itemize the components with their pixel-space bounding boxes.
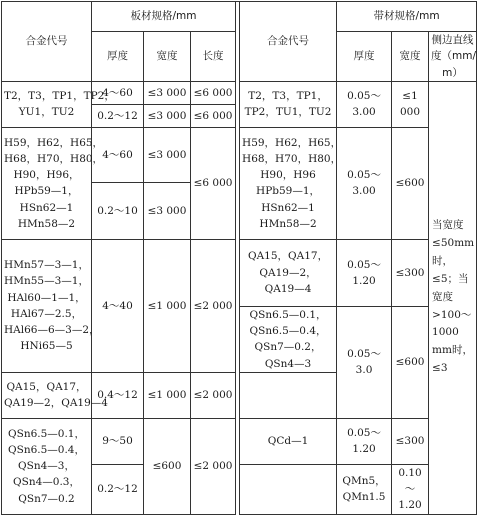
strip-alloy-code-header: 合金代号 <box>240 2 337 82</box>
alloy-line: QA15，QA17， <box>6 381 87 394</box>
sheet-row-3-width: ≤1 000 <box>144 239 191 372</box>
strip-row-4-alloys <box>240 306 337 372</box>
strip-straightness-header <box>429 32 477 82</box>
sheet-row-4-thickness: 0.4～12 <box>92 372 144 418</box>
alloy-line: HSn62—1 <box>19 201 74 214</box>
sheet-row-1b-thickness: 0.2～12 <box>92 104 144 127</box>
alloy-line: QSn7—0.2， <box>254 341 322 354</box>
alloy-line: HAl60—1—1， <box>7 291 86 304</box>
sheet-row-2b-thickness: 0.2～10 <box>92 182 144 239</box>
sheet-row-5b-thickness: 0.2～12 <box>92 464 144 514</box>
alloy-line: HSn62—1 <box>261 201 315 214</box>
sheet-row-5-alloys <box>2 418 92 514</box>
straightness-header-line: m） <box>442 66 463 79</box>
sheet-row-3-alloys <box>2 239 100 372</box>
straightness-header-line: 度（mm/ <box>431 50 477 63</box>
strip-row-5-thickness: 0.05～1.20 <box>337 418 392 464</box>
alloy-line: QSn6.5—0.1， <box>8 427 85 440</box>
strip-row-3-width: ≤300 <box>392 239 429 306</box>
strip-spec-header: 带材规格/mm <box>337 2 477 32</box>
sheet-row-1b-length: ≤6 000 <box>191 104 236 127</box>
sheet-row-1b-width: ≤3 000 <box>144 104 191 127</box>
alloy-line: QSn4—3， <box>18 460 75 473</box>
sheet-row-2-alloys <box>2 127 104 239</box>
sheet-row-3-length: ≤2 000 <box>191 239 236 372</box>
strip-width-header: 宽度 <box>392 32 429 82</box>
alloy-line: T2，T3，TP1， <box>248 90 328 103</box>
sheet-row-5-length: ≤2 000 <box>191 418 236 514</box>
alloy-line: HMn55—3—1， <box>4 275 89 288</box>
sheet-row-3-thickness: 4～40 <box>92 239 144 372</box>
alloy-line: QSn7—0.2 <box>18 492 75 505</box>
column-separator <box>240 464 337 514</box>
alloy-line: H68，H70，H80， <box>242 152 342 165</box>
sheet-row-2a-thickness: 4～60 <box>92 127 144 182</box>
strip-row-1-thickness: 0.05～3.00 <box>337 81 392 127</box>
sheet-row-4-width: ≤1 000 <box>144 372 191 418</box>
strip-row-2-alloys <box>240 127 342 239</box>
alloy-line: H90，H96 <box>260 169 316 182</box>
sheet-row-4-alloys <box>2 372 108 418</box>
alloy-line: H59，H62，H65， <box>4 136 104 149</box>
strip-row-3-alloys <box>240 239 337 306</box>
alloy-line: QA15，QA17， <box>247 250 329 263</box>
alloy-line: HPb59—1， <box>256 185 321 198</box>
alloy-line: HMn57—3—1， <box>4 259 89 272</box>
alloy-line: QMn5， <box>342 474 386 487</box>
alloy-line: HNi65—5 <box>20 340 73 353</box>
alloy-line: QSn4—0.3， <box>13 476 80 489</box>
strip-row-2-width: ≤600 <box>392 127 429 239</box>
sheet-row-2b-width: ≤3 000 <box>144 182 191 239</box>
strip-row-5-width: ≤300 <box>392 418 429 464</box>
strip-row-4-width: ≤600 <box>392 306 429 418</box>
alloy-line: H59，H62，H65， <box>242 136 342 149</box>
sheet-row-4-length: ≤2 000 <box>191 372 236 418</box>
strip-row-1-alloys <box>240 81 337 127</box>
alloy-line: H68，H70，H80， <box>4 152 104 165</box>
sheet-length-header: 长度 <box>191 32 236 82</box>
strip-row-4-alloys-cont <box>240 372 337 418</box>
alloy-line: QA19—2，QA19—4 <box>4 397 108 410</box>
sheet-thickness-header: 厚度 <box>92 32 144 82</box>
alloy-line: QA19—4 <box>264 282 312 295</box>
strip-row-2-thickness: 0.05～3.00 <box>337 127 392 239</box>
alloy-line: HPb59—1， <box>14 185 79 198</box>
strip-row-3-thickness: 0.05～1.20 <box>337 239 392 306</box>
sheet-width-header: 宽度 <box>144 32 191 82</box>
alloy-line: YU1，TU2 <box>18 106 75 119</box>
strip-thickness-header: 厚度 <box>337 32 392 82</box>
sheet-row-5-width: ≤600 <box>144 418 191 514</box>
strip-row-6-alloys <box>337 464 392 514</box>
alloy-line: QSn6.5—0.4， <box>249 325 327 338</box>
sheet-row-1a-thickness: 4～60 <box>92 81 144 104</box>
straightness-header-line: 侧边直线 <box>431 34 474 46</box>
alloy-line: HMn58—2 <box>17 217 76 230</box>
strip-row-5-alloys: QCd—1 <box>240 418 337 464</box>
alloy-line: QMn1.5 <box>342 491 386 504</box>
alloy-line: QSn4—3 <box>264 357 312 370</box>
sheet-row-5a-thickness: 9～50 <box>92 418 144 464</box>
strip-row-1-width: ≤1 000 <box>392 81 429 127</box>
sheet-row-1a-width: ≤3 000 <box>144 81 191 104</box>
alloy-line: HMn58—2 <box>259 217 317 230</box>
strip-row-4-thickness: 0.05～3.0 <box>337 306 392 418</box>
straightness-note: 当宽度≤50mm时，≤5；当宽度>100～1000 mm时，≤3 <box>429 81 477 514</box>
alloy-line: QSn6.5—0.4， <box>8 443 85 456</box>
alloy-line: TP2，TU1，TU2 <box>244 106 332 119</box>
sheet-alloy-code-header: 合金代号 <box>2 2 92 82</box>
alloy-line: H90，H96， <box>13 169 80 182</box>
alloy-line: HAl67—2.5， <box>10 307 83 320</box>
sheet-spec-header: 板材规格/mm <box>92 2 236 32</box>
alloy-line: T2，T3，TP1，TP2， <box>4 90 115 103</box>
alloy-line: QA19—2， <box>259 266 317 279</box>
sheet-row-2a-width: ≤3 000 <box>144 127 191 182</box>
alloy-spec-table <box>1 1 477 515</box>
strip-row-6-thickness: 0.10～1.20 <box>392 464 429 514</box>
sheet-row-1a-length: ≤6 000 <box>191 81 236 104</box>
alloy-line: QSn6.5—0.1， <box>249 308 327 321</box>
sheet-row-1-alloys <box>2 81 115 127</box>
sheet-row-2-length: ≤6 000 <box>191 127 236 239</box>
alloy-line: HAl66—6—3—2， <box>4 324 100 337</box>
